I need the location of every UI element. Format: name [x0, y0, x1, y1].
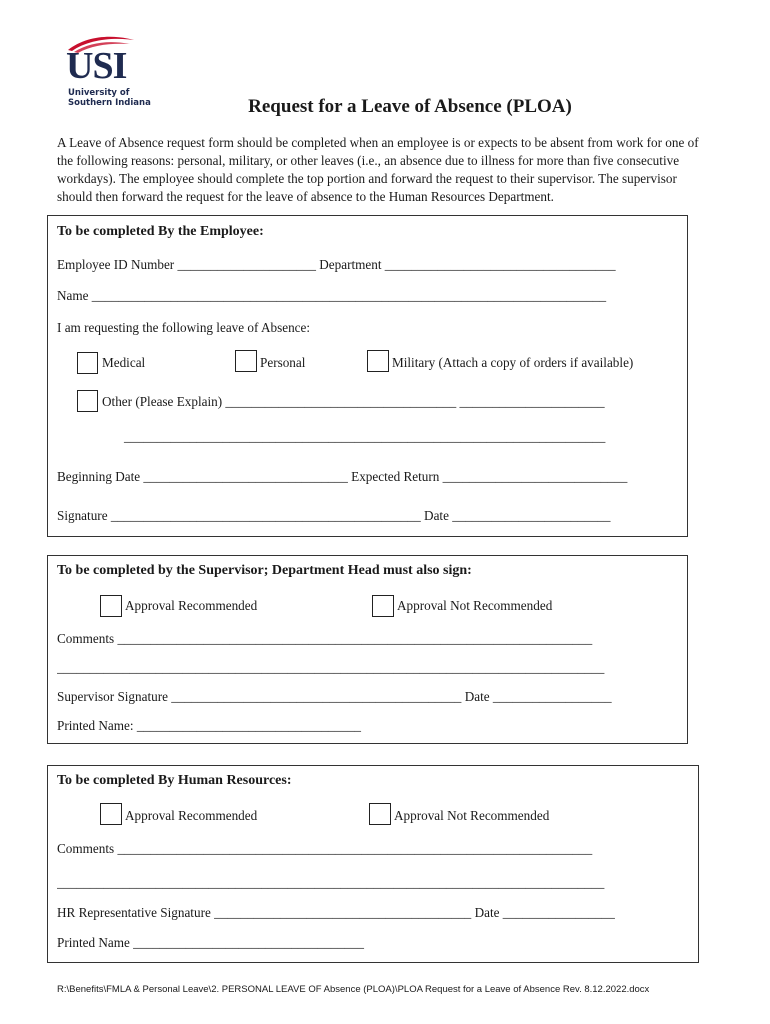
- supervisor-signature-line[interactable]: Supervisor Signature ____________________________________________ Date __________________: [57, 689, 612, 704]
- hr-not-approve-label: Approval Not Recommended: [394, 808, 550, 823]
- explain-continuation-line[interactable]: _________________________________________________________________________: [124, 429, 606, 444]
- hr-heading: To be completed By Human Resources:: [57, 773, 292, 788]
- logo-mark: USI: [66, 45, 127, 87]
- personal-label: Personal: [260, 355, 306, 370]
- hr-section: [47, 765, 699, 963]
- supervisor-not-approve-label: Approval Not Recommended: [397, 598, 553, 613]
- military-label: Military (Attach a copy of orders if available): [392, 355, 634, 370]
- supervisor-approve-label: Approval Recommended: [125, 598, 258, 613]
- employee-heading: To be completed By the Employee:: [57, 224, 264, 239]
- employee-signature-line[interactable]: Signature _______________________________________________ Date ________________________: [57, 508, 611, 523]
- hr-comments-line[interactable]: Comments ________________________________________________________________________: [57, 841, 593, 856]
- hr-comments-continuation[interactable]: ___________________________________________________________________________________: [57, 875, 605, 890]
- employee-section: [47, 215, 688, 537]
- hr-printed-name-line[interactable]: Printed Name ___________________________________: [57, 935, 364, 950]
- leave-request-text: I am requesting the following leave of Absence:: [57, 320, 311, 335]
- employee-id-department-line[interactable]: Employee ID Number _____________________ Department ___________________________________: [57, 257, 616, 272]
- supervisor-comments-continuation[interactable]: ___________________________________________________________________________________: [57, 660, 605, 675]
- supervisor-printed-name-line[interactable]: Printed Name: __________________________________: [57, 718, 362, 733]
- other-checkbox[interactable]: [77, 390, 98, 412]
- hr-approve-checkbox[interactable]: [100, 803, 122, 825]
- supervisor-not-approve-checkbox[interactable]: [372, 595, 394, 617]
- hr-not-approve-checkbox[interactable]: [369, 803, 391, 825]
- supervisor-section: [47, 555, 688, 744]
- logo-line1: University of: [68, 88, 130, 98]
- dates-line[interactable]: Beginning Date _______________________________ Expected Return ____________________________: [57, 469, 628, 484]
- hr-approve-label: Approval Recommended: [125, 808, 258, 823]
- hr-signature-line[interactable]: HR Representative Signature _______________________________________ Date _________________: [57, 905, 615, 920]
- supervisor-heading: To be completed by the Supervisor; Department Head must also sign:: [57, 563, 472, 578]
- medical-checkbox[interactable]: [77, 352, 98, 374]
- medical-label: Medical: [102, 355, 146, 370]
- supervisor-approve-checkbox[interactable]: [100, 595, 122, 617]
- page-title: Request for a Leave of Absence (PLOA): [248, 96, 572, 117]
- other-explain-line[interactable]: Other (Please Explain) ___________________________________ ______________________: [102, 394, 605, 409]
- military-checkbox[interactable]: [367, 350, 389, 372]
- intro-paragraph: A Leave of Absence request form should be completed when an employee is or expects to be absent from work for one of the following reasons: personal, military, or other leaves (i.e., an absence due to illness for more than five consecutive workdays). The employee should complete the top portion and forward the request to their supervisor. The supervisor should then forward the request for the leave of absence to the Human Resources Department.: [57, 135, 699, 204]
- personal-checkbox[interactable]: [235, 350, 257, 372]
- logo-line2: Southern Indiana: [68, 98, 151, 108]
- employee-name-line[interactable]: Name ______________________________________________________________________________: [57, 288, 607, 303]
- footer-file-path: R:\Benefits\FMLA & Personal Leave\2. PERSONAL LEAVE OF Absence (PLOA)\PLOA Request for a Leave of Absence Rev. 8.12.2022.docx: [57, 984, 650, 995]
- supervisor-comments-line[interactable]: Comments ________________________________________________________________________: [57, 631, 593, 646]
